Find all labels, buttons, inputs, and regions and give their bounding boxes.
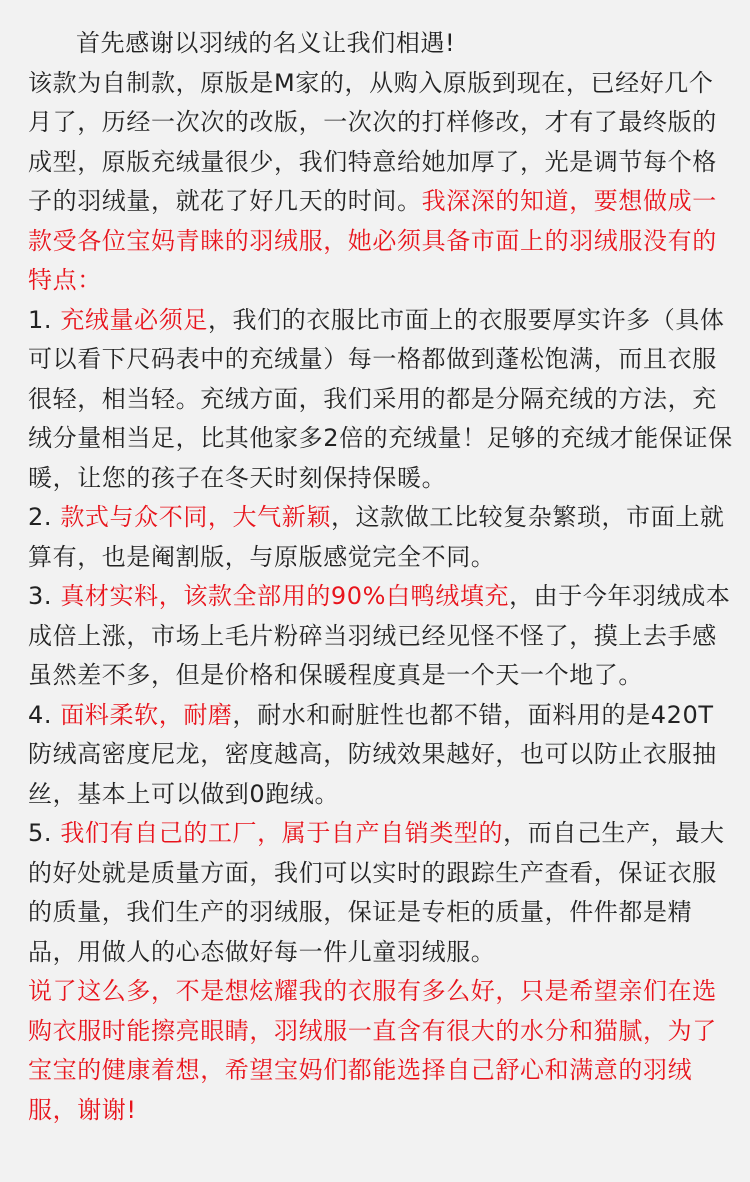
feature-5-highlight: 我们有自己的工厂，属于自产自销类型的 (60, 819, 504, 847)
greeting-text: 首先感谢以羽绒的名义让我们相遇! (76, 29, 456, 57)
feature-1-highlight: 充绒量必须足 (60, 305, 208, 334)
feature-1-text: ，我们的衣服比市面上的衣服要厚实许多（具体可以看下尺码表中的充绒量）每一格都做到蓬松饱满，而且衣服很轻，相当轻。充绒方面，我们采用的都是分隔充绒的方法，充绒分量相当足，比其他家多2倍的充绒量！足够的充绒才能保证保暖，让您的孩子在冬天时刻保持保暖。 (28, 305, 733, 492)
closing-paragraph (28, 972, 734, 1130)
greeting-paragraph (28, 24, 734, 64)
feature-2-text: ，这款做工比较复杂繁琐，市面上就算有，也是阉割版，与原版感觉完全不同。 (28, 503, 725, 571)
background-highlight: 我深深的知道，要想做成一款受各位宝妈青睐的羽绒服，她必须具备市面上的羽绒服没有的特点： (28, 187, 717, 294)
feature-2-number: 2. (28, 503, 61, 531)
feature-4-text: ，耐水和耐脏性也都不错，面料用的是420T防绒高密度尼龙，密度越高，防绒效果越好，也可以防止衣服抽丝，基本上可以做到0跑绒。 (28, 700, 717, 808)
feature-5-text: ，而自己生产，最大的好处就是质量方面，我们可以实时的跟踪生产查看，保证衣服的质量，我们生产的羽绒服，保证是专柜的质量，件件都是精品，用做人的心态做好每一件儿童羽绒服。 (28, 819, 725, 966)
feature-1-paragraph (28, 301, 734, 499)
feature-5-number: 5. (28, 819, 61, 847)
feature-4-highlight: 面料柔软，耐磨 (60, 700, 233, 729)
feature-3-highlight: 真材实料，该款全部用的90%白鸭绒填充 (60, 582, 510, 610)
closing-text: 说了这么多，不是想炫耀我的衣服有多么好，只是希望亲们在选购衣服时能擦亮眼睛，羽绒服一直含有很大的水分和猫腻，为了宝宝的健康着想，希望宝妈们都能选择自己舒心和满意的羽绒服，谢谢! (28, 977, 717, 1124)
feature-4-paragraph (28, 696, 734, 815)
background-paragraph (28, 64, 734, 301)
feature-5-paragraph (28, 814, 734, 972)
feature-4-number: 4. (28, 700, 61, 729)
feature-2-paragraph (28, 498, 734, 577)
feature-3-paragraph (28, 577, 734, 696)
background-text: 该款为自制款，原版是M家的，从购入原版到现在，已经好几个月了，历经一次次的改版，一次次的打样修改，才有了最终版的成型，原版充绒量很少，我们特意给她加厚了，光是调节每个格子的羽绒量，就花了好几天的时间。 (28, 68, 717, 215)
feature-2-highlight: 款式与众不同，大气新颖 (60, 503, 331, 531)
feature-3-text: ，由于今年羽绒成本成倍上涨，市场上毛片粉碎当羽绒已经见怪不怪了，摸上去手感虽然差不多，但是价格和保暖程度真是一个天一个地了。 (28, 582, 731, 689)
feature-3-number: 3. (28, 582, 61, 610)
feature-1-number: 1. (28, 305, 61, 334)
